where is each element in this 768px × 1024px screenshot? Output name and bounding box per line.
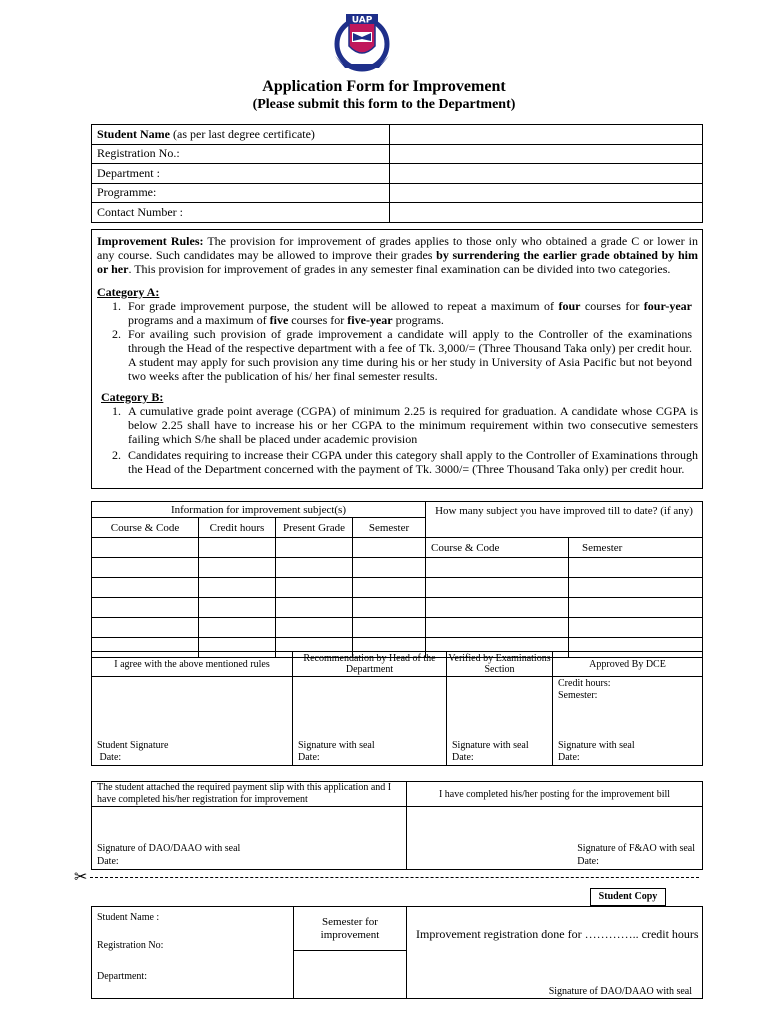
fao-signature-label: Signature of F&AO with seal: [577, 843, 695, 854]
date-label: Date:: [298, 752, 320, 763]
dce-semester-label: Semester:: [558, 690, 598, 701]
copy-student-name-label: Student Name :: [97, 912, 160, 923]
semester-for-improvement-field[interactable]: [294, 951, 407, 999]
subject-cell[interactable]: [92, 618, 199, 638]
info-row-department: [92, 164, 703, 184]
info-label: Registration No.:: [92, 144, 390, 164]
registration-no-field[interactable]: [390, 144, 703, 164]
table-row: [92, 578, 703, 598]
category-a-item-2: 2. For availing such provision of grade improvement a candidate will apply to the Controller of the examinations through the Head of the respective department with a fee of Tk. 3,000/= (Three Thousand Taka only) per credit hour. A student may apply for such provision any time during his or her study in University of Asia Pacific but not beyond two weeks after the publication of his/ her final semester results.: [112, 327, 692, 383]
info-row-programme: [92, 183, 703, 203]
bill-posting-header: I have completed his/her posting for the improvement bill: [407, 782, 703, 807]
info-label: Student Name (as per last degree certificate): [92, 125, 390, 145]
subject-cell[interactable]: [353, 598, 426, 618]
info-row-registration: [92, 144, 703, 164]
head-signature-cell[interactable]: [293, 677, 447, 766]
subject-cell[interactable]: [426, 618, 569, 638]
subject-cell[interactable]: [199, 578, 276, 598]
info-label: Contact Number :: [92, 203, 390, 223]
table-row: [92, 618, 703, 638]
col-improved-course-code: Course & Code: [426, 538, 569, 558]
info-row-student-name: [92, 125, 703, 145]
dce-signature-cell[interactable]: [553, 677, 703, 766]
subject-cell[interactable]: [199, 618, 276, 638]
payment-slip-header: The student attached the required payment slip with this application and I have completed his/her registration for improvement: [92, 782, 407, 807]
category-a-item-1: 1. For grade improvement purpose, the student will be allowed to repeat a maximum of four courses for four-year programs and a maximum of five courses for five-year programs.: [112, 299, 692, 327]
registration-done-text: Improvement registration done for ………….. credit hours: [416, 927, 699, 941]
subjects-right-title: How many subject you have improved till to date? (if any): [426, 502, 703, 538]
student-info-table: [91, 124, 703, 223]
subject-cell[interactable]: [426, 558, 569, 578]
university-logo: [325, 12, 399, 74]
category-b-list: [112, 404, 698, 476]
subject-cell[interactable]: [199, 598, 276, 618]
approved-dce-header: Approved By DCE: [553, 652, 703, 677]
dao-signature-cell[interactable]: [92, 807, 407, 870]
table-row: [92, 558, 703, 578]
registration-done-cell[interactable]: [407, 907, 703, 999]
improvement-subjects-table: [91, 501, 703, 658]
copy-registration-label: Registration No:: [97, 940, 164, 951]
info-label: Department :: [92, 164, 390, 184]
recommendation-header: Recommendation by Head of the Department: [293, 652, 447, 677]
category-b-title: Category B:: [101, 390, 164, 404]
form-subtitle: (Please submit this form to the Department): [252, 97, 516, 112]
logo-text: UAP: [351, 15, 373, 26]
subject-cell[interactable]: [92, 578, 199, 598]
col-present-grade: Present Grade: [276, 518, 353, 538]
signature-with-seal-label: Signature with seal: [452, 740, 529, 751]
cut-line: [74, 867, 699, 886]
subject-cell[interactable]: [276, 618, 353, 638]
subject-cell[interactable]: [276, 558, 353, 578]
subject-cell[interactable]: [276, 538, 353, 558]
date-label: Date:: [577, 856, 599, 867]
student-copy-badge: Student Copy: [590, 888, 666, 906]
subjects-left-title: Information for improvement subject(s): [92, 502, 426, 518]
department-field[interactable]: [390, 164, 703, 184]
subject-cell[interactable]: [426, 598, 569, 618]
student-copy-table: [91, 906, 703, 999]
subject-cell[interactable]: [199, 538, 276, 558]
copy-dao-signature-label: Signature of DAO/DAAO with seal: [548, 986, 692, 997]
signature-table: [91, 651, 703, 766]
category-b-item-2: 2. Candidates requiring to increase their CGPA under this category shall apply to the Controller of Examinations through the Head of the Department concerned with the payment of Tk. 3000/= (Three Thousand Taka only) per credit hour.: [112, 448, 698, 476]
table-row: [92, 598, 703, 618]
student-signature-cell[interactable]: [92, 677, 293, 766]
category-b-item-1: 1. A cumulative grade point average (CGPA) of minimum 2.25 is required for graduation. A candidate whose CGPA is below 2.25 shall have to increase his or her CGPA to the minimum requirement within two consecutive semesters failing which S/he shall be placed under academic provision: [112, 404, 698, 446]
student-signature-label: Student Signature: [97, 740, 169, 751]
exam-section-signature-cell[interactable]: [447, 677, 553, 766]
date-label: Date:: [558, 752, 580, 763]
subject-cell[interactable]: [276, 598, 353, 618]
verified-header: Verified by Examinations Section: [448, 653, 551, 675]
dce-credit-hours-label: Credit hours:: [558, 678, 611, 689]
subject-cell[interactable]: [569, 598, 703, 618]
programme-field[interactable]: [390, 183, 703, 203]
subject-cell[interactable]: [353, 578, 426, 598]
subject-cell[interactable]: [569, 578, 703, 598]
subject-cell[interactable]: [353, 558, 426, 578]
form-title: Application Form for Improvement: [262, 78, 506, 95]
improvement-rules-box: [91, 229, 703, 489]
category-a-title: Category A:: [97, 285, 160, 299]
subject-cell[interactable]: [199, 558, 276, 578]
rules-intro: Improvement Rules: The provision for improvement of grades applies to those only who obtained a grade C or lower in any course. Such candidates may be allowed to improve their grades by surrendering the earlier grade obtained by him or her. This provision for improvement of grades in any semester final examination can be divided into two categories.: [97, 234, 698, 276]
semester-for-improvement-label: Semester for improvement: [294, 907, 407, 951]
subject-cell[interactable]: [92, 558, 199, 578]
scissors-icon: ✂: [74, 867, 88, 886]
col-semester: Semester: [353, 518, 426, 538]
subject-cell[interactable]: [426, 578, 569, 598]
subject-cell[interactable]: [353, 538, 426, 558]
student-name-field[interactable]: [390, 125, 703, 145]
date-label: Date:: [452, 752, 474, 763]
subject-cell[interactable]: [569, 558, 703, 578]
col-credit-hours: Credit hours: [199, 518, 276, 538]
subject-cell[interactable]: [569, 618, 703, 638]
signature-with-seal-label: Signature with seal: [558, 740, 635, 751]
payment-table: [91, 781, 703, 870]
signature-with-seal-label: Signature with seal: [298, 740, 375, 751]
fao-signature-cell[interactable]: [407, 807, 703, 870]
subject-cell[interactable]: [92, 598, 199, 618]
date-label: Date:: [97, 856, 119, 867]
col-course-code: Course & Code: [92, 518, 199, 538]
info-row-contact: [92, 203, 703, 223]
info-label: Programme:: [92, 183, 390, 203]
copy-department-label: Department:: [97, 971, 147, 982]
col-improved-semester: Semester: [569, 538, 703, 558]
category-a-list: [112, 299, 692, 383]
date-label: Date:: [97, 752, 122, 763]
contact-number-field[interactable]: [390, 203, 703, 223]
subject-cell[interactable]: [353, 618, 426, 638]
subject-cell[interactable]: [92, 538, 199, 558]
dao-signature-label: Signature of DAO/DAAO with seal: [97, 843, 241, 854]
student-copy-info-cell: [92, 907, 294, 999]
subject-cell[interactable]: [276, 578, 353, 598]
agree-rules-header: I agree with the above mentioned rules: [92, 652, 293, 677]
